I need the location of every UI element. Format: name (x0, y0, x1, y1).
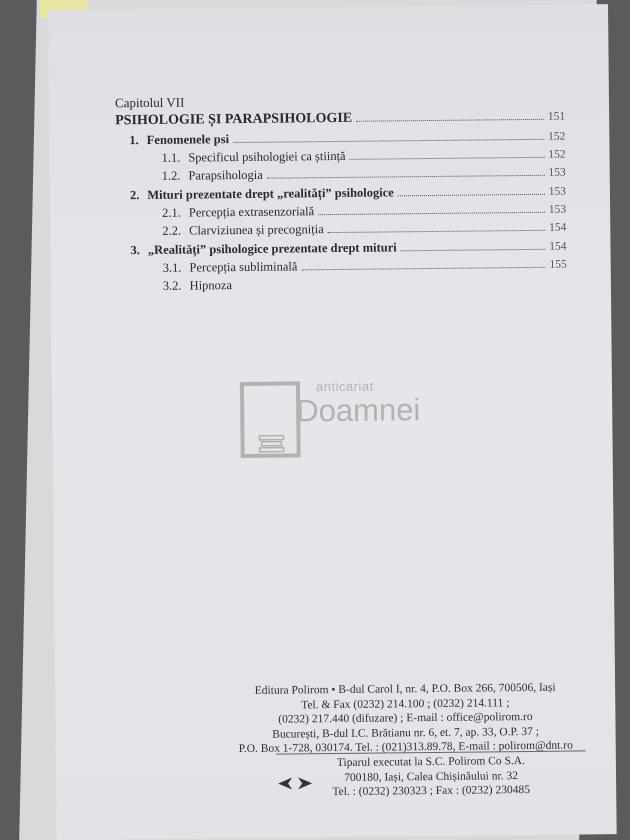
chapter-title: PSIHOLOGIE ȘI PARAPSIHOLOGIE (115, 110, 353, 129)
dot-leader (401, 249, 546, 252)
dot-leader (350, 157, 545, 160)
toc-entry-page: 153 (548, 166, 566, 179)
toc-entry-title: Clarviziunea și precogniția (188, 222, 324, 238)
dot-leader (356, 119, 544, 122)
printer-line: Tel. : (0232) 230323 ; Fax : (0232) 230485 (332, 783, 531, 799)
dot-leader (398, 194, 545, 197)
toc-entry-number: 1.2. (161, 168, 181, 183)
toc-entry-number: 1. (129, 133, 139, 148)
toc-entry-page: 154 (548, 221, 567, 234)
toc-entry-title: Parapsihologia (188, 167, 263, 183)
toc-entry-page: 153 (548, 203, 567, 216)
toc-entry-title: Percepția extrasenzorială (188, 204, 315, 220)
printer-line: 700180, Iași, Calea Chișinăului nr. 32 (344, 769, 518, 784)
toc-entry-page: 152 (548, 130, 566, 143)
toc-entry-number: 1.1. (161, 150, 181, 165)
toc-entry-title: Percepția subliminală (189, 259, 298, 275)
dot-leader (301, 267, 545, 271)
dot-leader (328, 230, 545, 233)
books-icon (258, 434, 284, 454)
toc-entry (116, 220, 566, 240)
chapter-label: Capitolul VII (114, 94, 185, 111)
imprint-line: Tel. & Fax (0232) 214.100 ; (0232) 214.111 ; (301, 696, 510, 711)
printer-info (266, 750, 596, 800)
toc-entry-title: Fenomenele psi (146, 132, 230, 147)
watermark-big-text: Doamnei (296, 392, 421, 429)
toc-entry (116, 165, 566, 185)
toc-entry (115, 129, 565, 149)
toc-entry-title: Hipnoza (189, 278, 233, 293)
toc-entry-number: 3.1. (162, 260, 182, 275)
toc-entry (116, 202, 566, 222)
dot-leader (318, 212, 545, 215)
toc-entry-page: 154 (549, 240, 567, 253)
printer-line: Tiparul executat la S.C. Polirom Co S.A. (336, 755, 525, 770)
watermark-small-text: anticariat (315, 378, 374, 395)
imprint-line: București, B-dul I.C. Brătianu nr. 6, et. 7, ap. 33, O.P. 37 ; (272, 725, 540, 741)
table-of-contents (115, 91, 567, 295)
toc-entry-title: „Realități” psihologice prezentate drept mituri (147, 240, 397, 257)
toc-entry-number: 2. (129, 188, 140, 203)
toc-entry-number: 2.2. (162, 223, 182, 238)
toc-entry-title: Mituri prezentate drept „realități” psihologice (147, 185, 394, 202)
toc-entry (116, 184, 566, 204)
printer-logo-icon (278, 777, 312, 789)
publisher-imprint (205, 680, 606, 757)
toc-entry-page: 153 (548, 185, 566, 198)
imprint-line: P.O. Box 1-728, 030174. Tel. : (021)313.89.78, E-mail : polirom@dnt.ro (238, 739, 573, 756)
toc-entry-number: 3. (130, 243, 140, 258)
chapter-title-row (115, 109, 565, 130)
toc-entry (115, 147, 565, 167)
imprint-line: Editura Polirom • B-dul Carol I, nr. 4, P.O. Box 266, 700506, Iași (254, 681, 556, 697)
toc-entry-number: 2.1. (162, 205, 181, 220)
toc-entry-page: 152 (548, 148, 566, 161)
chapter-page-number: 151 (547, 110, 566, 123)
dot-leader (233, 139, 544, 143)
book-page (48, 4, 617, 840)
watermark-logo (240, 373, 481, 466)
toc-entry (117, 257, 567, 277)
toc-entry-page: 155 (549, 258, 567, 271)
toc-entry (116, 239, 566, 259)
dot-leader (267, 175, 545, 179)
imprint-line: (0232) 217.440 (difuzare) ; E-mail : office@polirom.ro (278, 710, 533, 726)
watermark-frame (240, 381, 301, 458)
toc-entry-title: Specificul psihologiei ca știință (188, 148, 346, 165)
toc-entry (117, 275, 567, 295)
toc-entry-number: 3.2. (162, 278, 182, 293)
